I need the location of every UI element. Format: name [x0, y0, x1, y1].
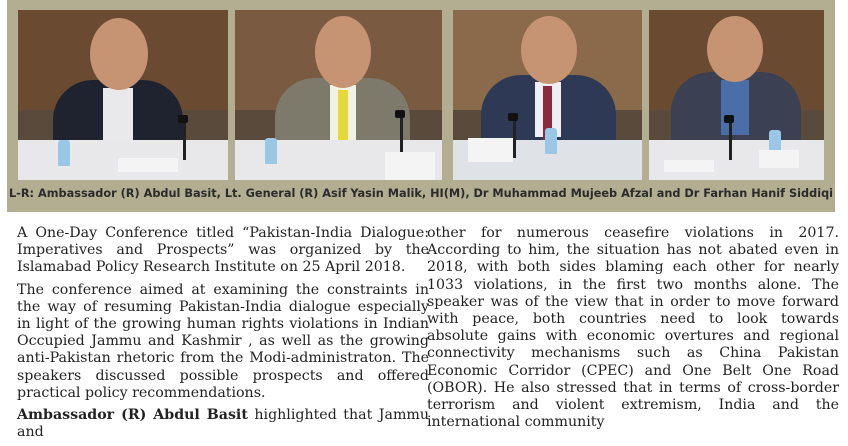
- photo-strip: [7, 0, 835, 212]
- photo-abdul-basit: [18, 10, 228, 180]
- article-paragraph: The conference aimed at examining the constraints in the way of resuming Pakistan-India dialogue especially in light of the growing human rights violations in Indian Occupied Jammu and Kashmir , as well as the growing anti-Pakistan rhetoric from the Modi-administraton. The speakers discussed possible prospects and offered practical policy recommendations.: [17, 281, 429, 401]
- photo-asif-yasin-malik: [235, 10, 442, 180]
- article-paragraph: A One-Day Conference titled “Pakistan-India Dialogue: Imperatives and Prospects” was organized by the Islamabad Policy Research Institute on 25 April 2018.: [17, 225, 429, 276]
- photo-farhan-hanif-siddiqi: [649, 10, 824, 180]
- photo-mujeeb-afzal: [453, 10, 642, 180]
- article-paragraph: other for numerous ceasefire violations in 2017. According to him, the situation has not abated even in 2018, with both sides blaming each other for nearly 1033 violations, in the first two months alone. The speaker was of the view that in order to move forward with peace, both countries need to look towards absolute gains with economic overtures and regional connectivity mechanisms such as China Pakistan Economic Corridor (CPEC) and One Belt One Road (OBOR). He also stressed that in terms of cross-border terrorism and violent extremism, India and the international community: [427, 225, 839, 431]
- photo-caption: L-R: Ambassador (R) Abdul Basit, Lt. General (R) Asif Yasin Malik, HI(M), Dr Muhammad Mujeeb Afzal and Dr Farhan Hanif Siddiqi: [8, 187, 834, 200]
- article-column-right: [427, 225, 839, 436]
- article-paragraph: [17, 407, 429, 441]
- speaker-name: Ambassador (R) Abdul Basit: [17, 407, 248, 424]
- paragraph-text: highlighted that Jammu and: [17, 407, 429, 441]
- article-column-left: [17, 225, 429, 446]
